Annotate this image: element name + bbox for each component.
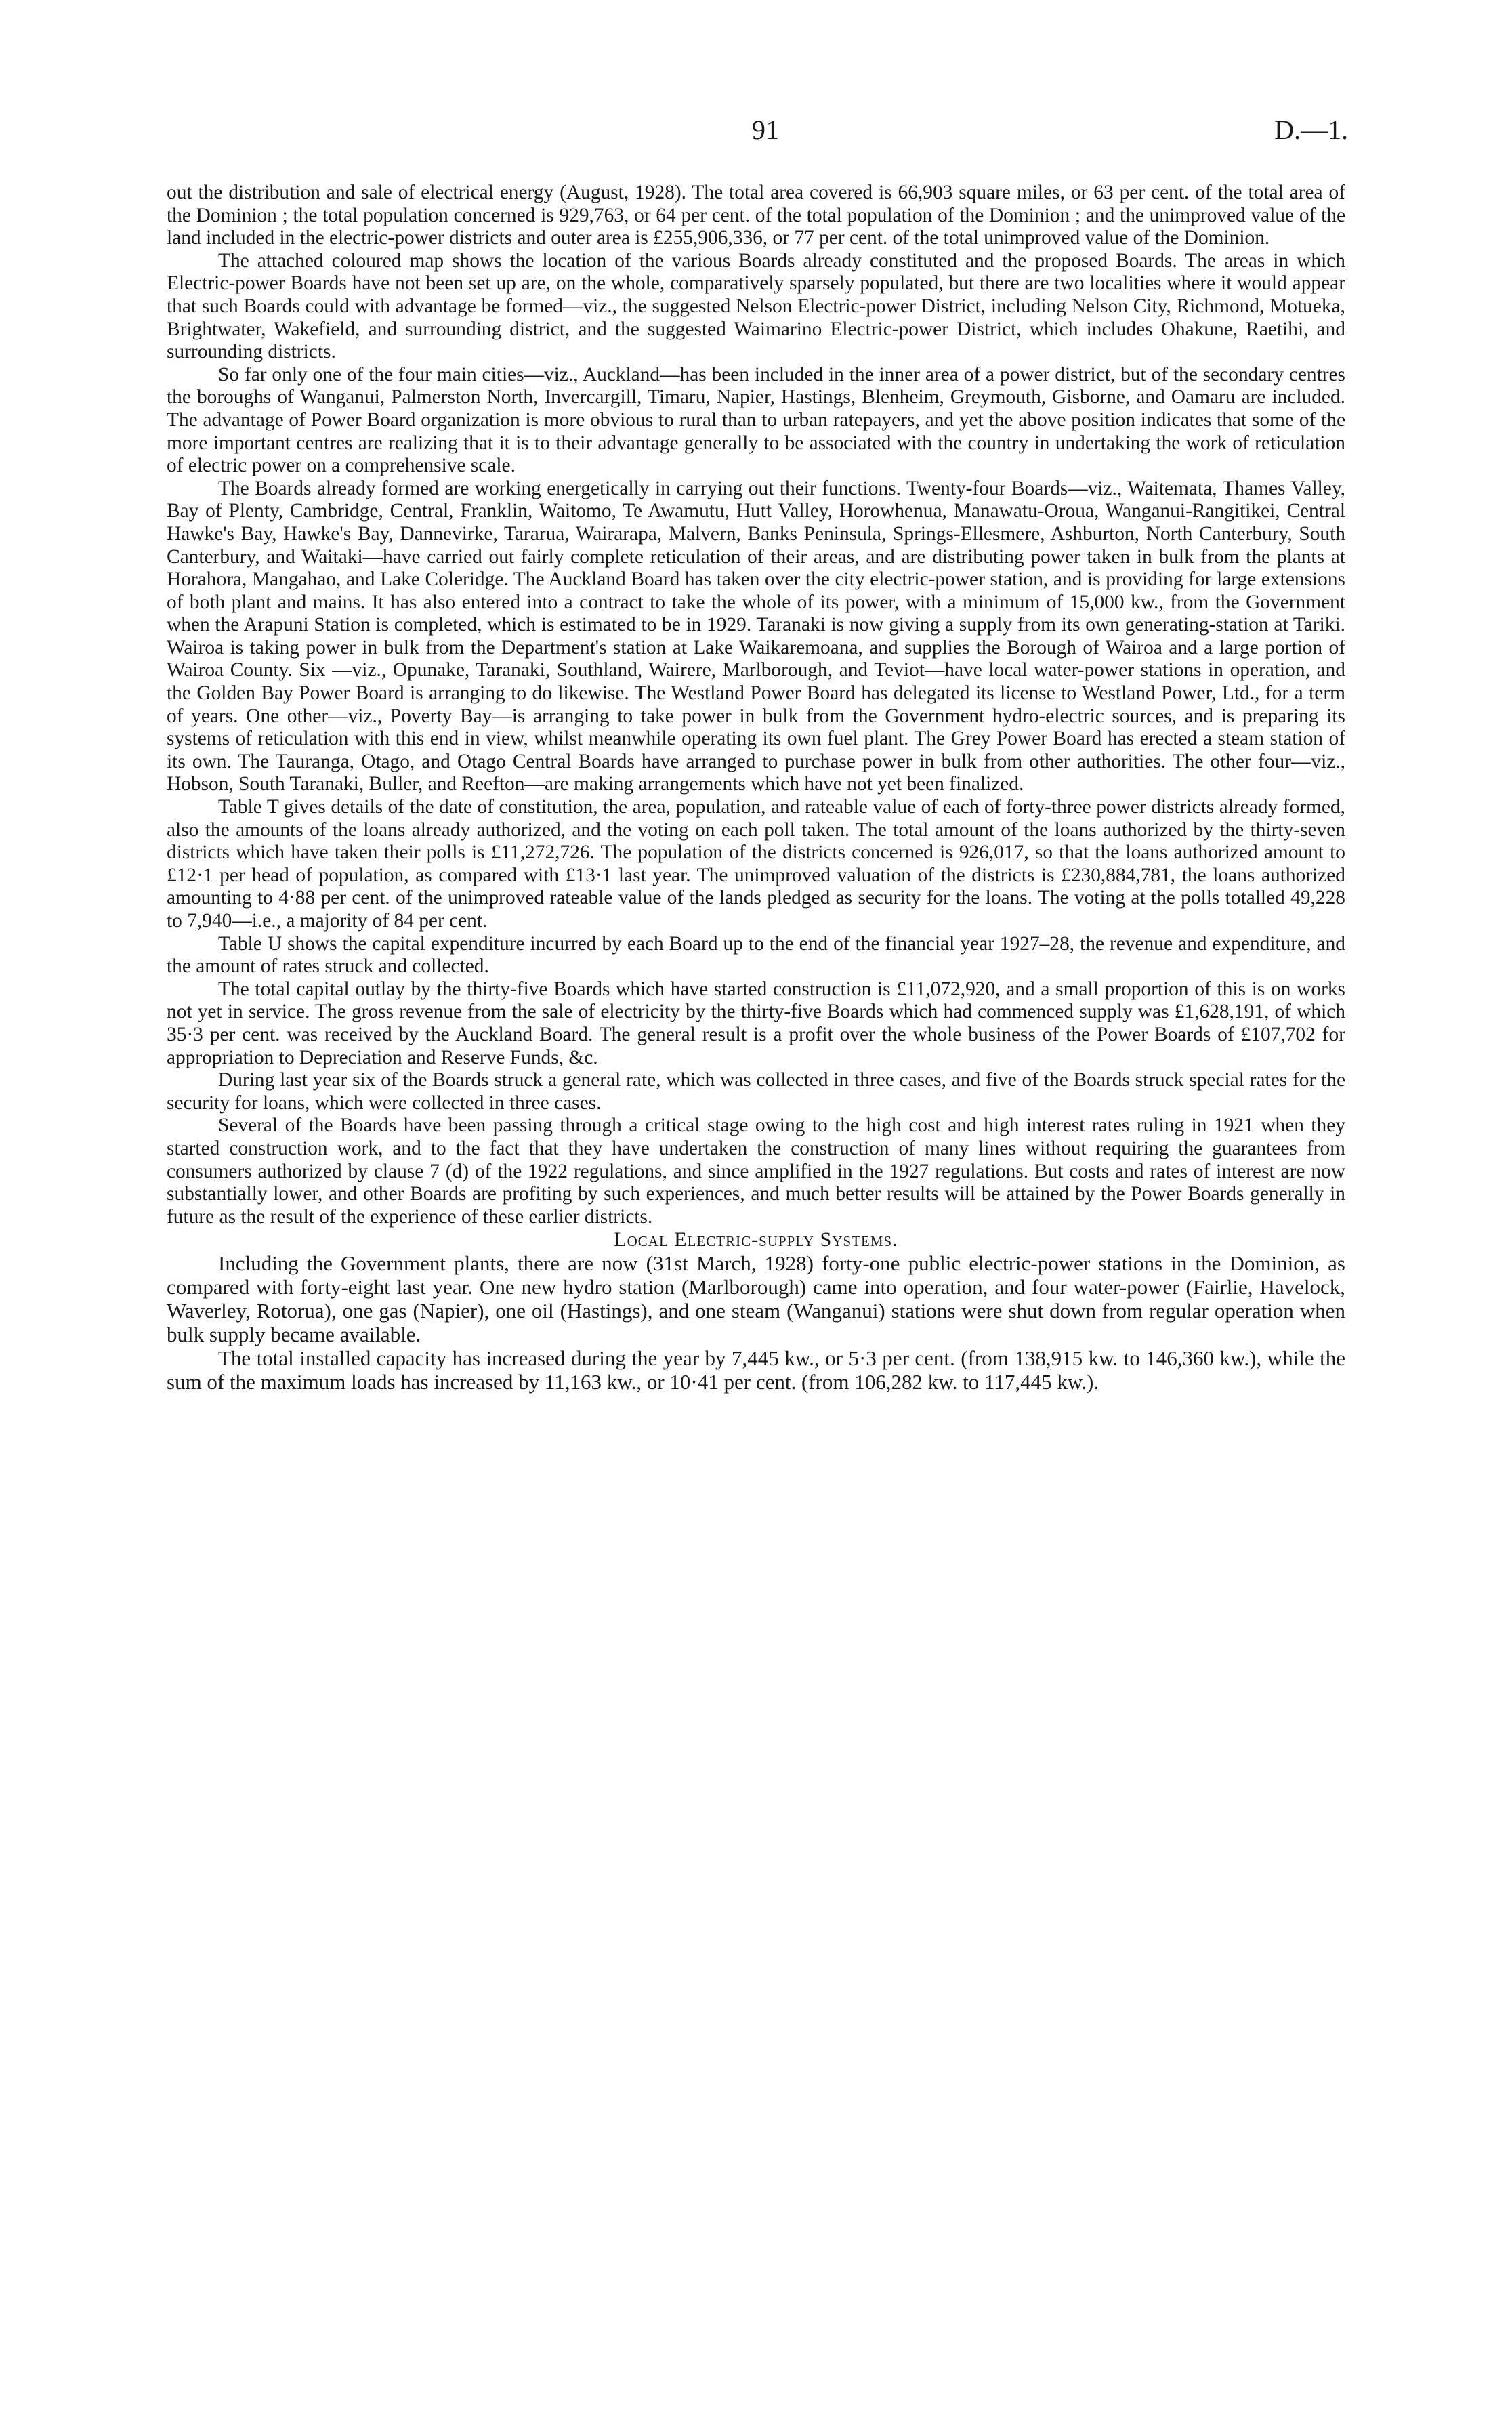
body-text	[167, 182, 1345, 1394]
section-heading: Local Electric-supply Systems.	[614, 1228, 898, 1251]
paragraph-table-t: Table T gives details of the date of constitution, the area, population, and rateable value of each of forty-three power districts already formed, also the amounts of the loans already authorized, and the voting on each poll taken. The total amount of the loans authorized by the thirty-seven districts which have taken their polls is £11,272,726. The population of the districts concerned is 926,017, so that the loans authorized amount to £12·1 per head of population, as compared with £13·1 last year. The unimproved valuation of the districts is £230,884,781, the loans authorized amounting to 4·88 per cent. of the unimproved rateable value of the lands pledged as security for the loans. The voting at the polls totalled 49,228 to 7,940—i.e., a majority of 84 per cent.	[167, 796, 1345, 932]
paragraph-table-u: Table U shows the capital expenditure incurred by each Board up to the end of the financial year 1927–28, the revenue and expenditure, and the amount of rates struck and collected.	[167, 932, 1345, 978]
paragraph-critical-stage: Several of the Boards have been passing through a critical stage owing to the high cost and high interest rates ruling in 1921 when they started construction work, and to the fact that they have undertaken the construction of many lines without requiring the guarantees from consumers authorized by clause 7 (d) of the 1922 regulations, and since amplified in the 1927 regulations. But costs and rates of interest are now substantially lower, and other Boards are profiting by such experiences, and much better results will be attained by the Power Boards generally in future as the result of the experience of these earlier districts.	[167, 1115, 1345, 1228]
paragraph-capital-outlay: The total capital outlay by the thirty-five Boards which have started construction is £11,072,920, and a small proportion of this is on works not yet in service. The gross revenue from the sale of electricity by the thirty-five Boards which had commenced supply was £1,628,191, of which 35·3 per cent. was received by the Auckland Board. The general result is a profit over the whole business of the Power Boards of £107,702 for appropriation to Depreciation and Reserve Funds, &c.	[167, 978, 1345, 1068]
paragraph-coloured-map: The attached coloured map shows the location of the various Boards already constituted and the proposed Boards. The areas in which Electric-power Boards have not been set up are, on the whole, comparatively sparsely populated, but there are two localities where it would appear that such Boards could with advantage be formed—viz., the suggested Nelson Electric-power District, including Nelson City, Richmond, Motueka, Brightwater, Wakefield, and surrounding district, and the suggested Waimarino Electric-power District, which includes Ohakune, Raetihi, and surrounding districts.	[167, 249, 1345, 363]
section-body	[167, 1251, 1345, 1394]
paragraph-installed-capacity: The total installed capacity has increased during the year by 7,445 kw., or 5·3 per cent. (from 138,915 kw. to 146,360 kw.), while the sum of the maximum loads has increased by 11,163 kw., or 10·41 per cent. (from 106,282 kw. to 117,445 kw.).	[167, 1346, 1345, 1394]
paragraph-continued: out the distribution and sale of electrical energy (August, 1928). The total area covered is 66,903 square miles, or 63 per cent. of the total area of the Dominion ; the total population concerned is 929,763, or 64 per cent. of the total population of the Dominion ; and the unimproved value of the land included in the electric-power districts and outer area is £255,906,336, or 77 per cent. of the total unimproved value of the Dominion.	[167, 182, 1345, 249]
paragraph-general-rate: During last year six of the Boards struck a general rate, which was collected in three cases, and five of the Boards struck special rates for the security for loans, which were collected in three cases.	[167, 1069, 1345, 1114]
paragraph-main-cities: So far only one of the four main cities—viz., Auckland—has been included in the inner area of a power district, but of the secondary centres the boroughs of Wanganui, Palmerston North, Invercargill, Timaru, Napier, Hastings, Blenheim, Greymouth, Gisborne, and Oamaru are included. The advantage of Power Board organization is more obvious to rural than to urban ratepayers, and yet the above position indicates that some of the more important centres are realizing that it is to their advantage generally to be associated with the country in undertaking the work of reticulation of electric power on a comprehensive scale.	[167, 363, 1345, 477]
paragraph-power-stations: Including the Government plants, there are now (31st March, 1928) forty-one public electric-power stations in the Dominion, as compared with forty-eight last year. One new hydro station (Marlborough) came into operation, and four water-power (Fairlie, Havelock, Waverley, Rotorua), one gas (Napier), one oil (Hastings), and one steam (Wanganui) stations were shut down from regular operation when bulk supply became available.	[167, 1251, 1345, 1346]
page-number: 91	[752, 115, 779, 145]
document-reference: D.—1.	[1274, 115, 1348, 145]
paragraph-boards-formed: The Boards already formed are working energetically in carrying out their functions. Twenty-four Boards—viz., Waitemata, Thames Valley, Bay of Plenty, Cambridge, Central, Franklin, Waitomo, Te Awamutu, Hutt Valley, Horowhenua, Manawatu-Oroua, Wanganui-Rangitikei, Central Hawke's Bay, Hawke's Bay, Dannevirke, Tararua, Wairarapa, Malvern, Banks Peninsula, Springs-Ellesmere, Ashburton, North Canterbury, South Canterbury, and Waitaki—have carried out fairly complete reticulation of their areas, and are distributing power taken in bulk from the plants at Horahora, Mangahao, and Lake Coleridge. The Auckland Board has taken over the city electric-power station, and is providing for large extensions of both plant and mains. It has also entered into a contract to take the whole of its power, with a minimum of 15,000 kw., from the Government when the Arapuni Station is completed, which is estimated to be in 1929. Taranaki is now giving a supply from its own generating-station at Tariki. Wairoa is taking power in bulk from the Department's station at Lake Waikaremoana, and supplies the Borough of Wairoa and a large portion of Wairoa County. Six —viz., Opunake, Taranaki, Southland, Wairere, Marlborough, and Teviot—have local water-power stations in operation, and the Golden Bay Power Board is arranging to do likewise. The Westland Power Board has delegated its license to Westland Power, Ltd., for a term of years. One other—viz., Poverty Bay—is arranging to take power in bulk from the Government hydro-electric sources, and is preparing its systems of reticulation with this end in view, whilst meanwhile operating its own fuel plant. The Grey Power Board has erected a steam station of its own. The Tauranga, Otago, and Otago Central Boards have arranged to purchase power in bulk from other authorities. The other four—viz., Hobson, South Taranaki, Buller, and Reefton—are making arrangements which have not yet been finalized.	[167, 477, 1345, 795]
